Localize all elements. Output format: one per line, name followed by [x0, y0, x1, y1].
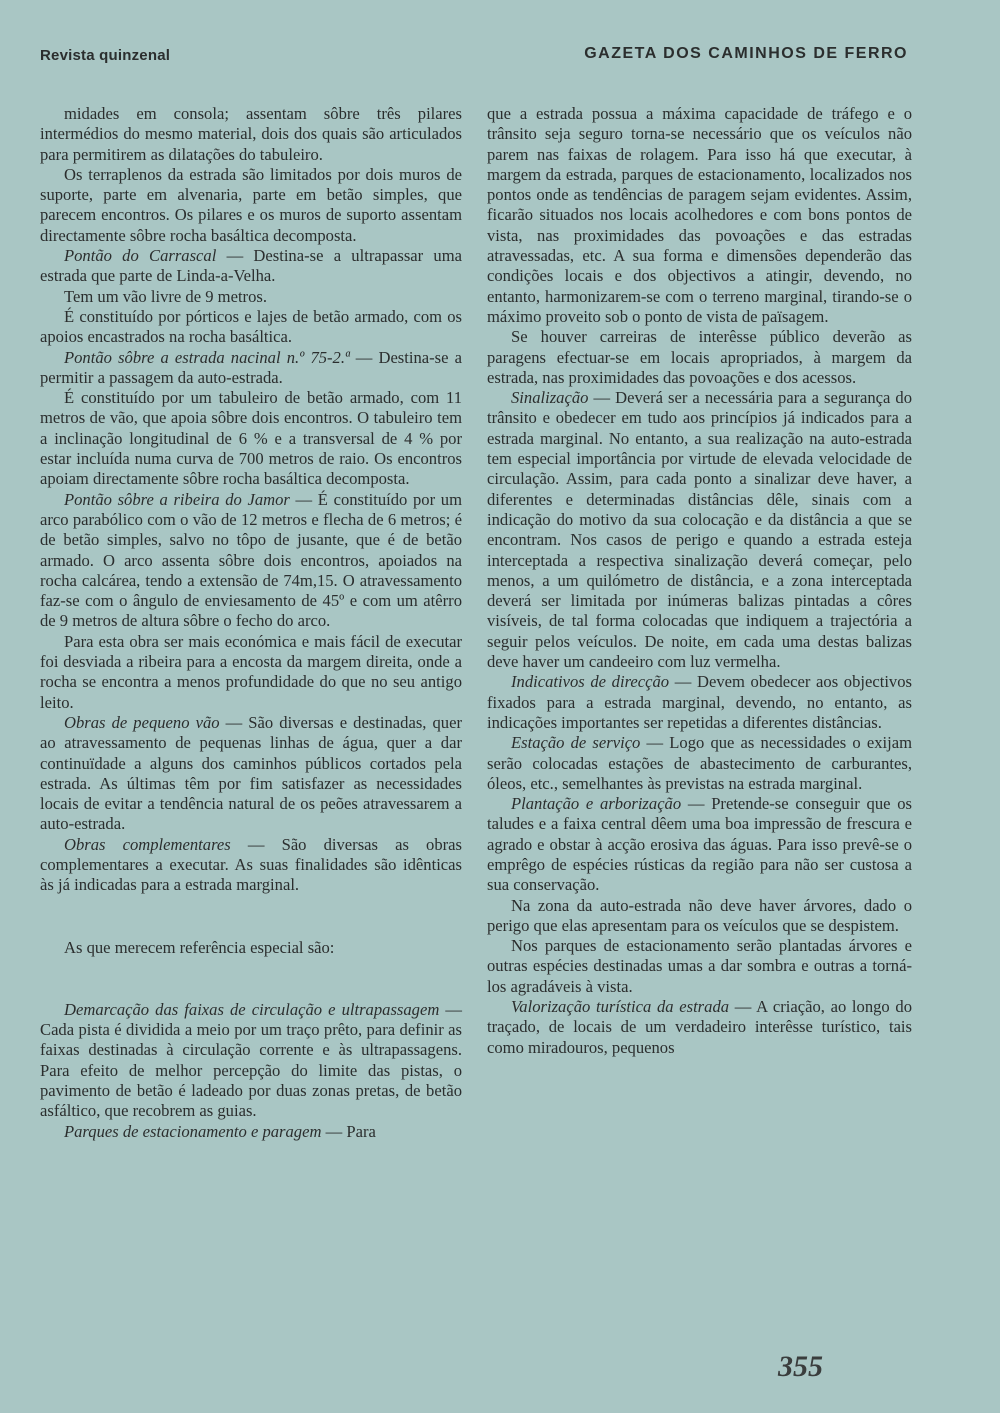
- section-heading: Estação de serviço: [511, 733, 641, 753]
- paragraph-text: — São diversas as obras complementares a executar. As suas finalidades são idênticas às já indicadas para a estrada marginal.: [40, 834, 462, 895]
- paragraph-text: — Destina-se a ultrapassar uma estrada que parte de Linda-a-Velha.: [40, 246, 462, 286]
- paragraph: [487, 936, 912, 997]
- paragraph: [40, 713, 462, 835]
- paragraph-text: Os terraplenos da estrada são limitados por dois muros de suporte, parte em alvenaria, parte em betão simples, que parecem encontros. Os pilares e os muros de suporto assentam directamente sôbre rocha basáltica decomposta.: [40, 164, 462, 245]
- paragraph: [487, 896, 912, 937]
- paragraph: [487, 733, 912, 794]
- paragraph-text: — Pretende-se conseguir que os taludes e a faixa central dêem uma boa impressão de frescura e agrado e obstar à acção erosiva das águas. Para isso prevê-se o emprêgo de espécies rústicas da região para não ser custosa a sua conservação.: [487, 794, 912, 895]
- paragraph-text: — Cada pista é dividida a meio por um traço prêto, para definir as faixas destinadas à circulação corrente e às ultrapassagens. Para efeito de melhor percepção do limite das pistas, o pavimento de betão é ladeado por duas zonas pretas, de betão asfáltico, que recobrem as guias.: [40, 999, 462, 1121]
- section-heading: Valorização turística da estrada: [511, 997, 730, 1017]
- paragraph: [487, 104, 912, 327]
- paragraph: [40, 835, 462, 896]
- section-heading: Pontão sôbre a estrada nacinal n.º 75-2.ª: [64, 347, 350, 367]
- paragraph: [40, 246, 462, 287]
- paragraph-text: — Devem obedecer aos objectivos fixados para a estrada marginal, devendo, no entanto, as indicações importantes ser repetidas a diferentes distâncias.: [487, 672, 912, 732]
- paragraph: [40, 1000, 462, 1122]
- paragraph: [40, 490, 462, 632]
- paragraph-text: É constituído por pórticos e lajes de betão armado, com os apoios encastrados na rocha basáltica.: [40, 306, 462, 347]
- paragraph: [40, 165, 462, 246]
- paragraph: [40, 104, 462, 165]
- paragraph: [40, 1122, 462, 1142]
- paragraph-text: midades em consola; assentam sôbre três pilares intermédios do mesmo material, dois dos quais são articulados para permitirem as dilatações do tabuleiro.: [40, 104, 462, 164]
- section-heading: Obras complementares: [64, 834, 231, 854]
- paragraph: [487, 997, 912, 1058]
- section-heading: Sinalização: [511, 388, 589, 408]
- paragraph: [40, 287, 462, 307]
- paragraph-text: — Logo que as necessidades o exijam serão colocadas estações de abastecimento de carburantes, óleos, etc., semelhantes às previstas na estrada marginal.: [487, 733, 913, 793]
- paragraph-text: — São diversas e destinadas, quer ao atravessamento de pequenas linhas de água, quer a dar continuïdade a alguns dos caminhos públicos cortados pela estrada. As últimas têm por fim satisfazer as necessidades locais de evitar a tendência natural de os peões atravessarem a auto-estrada.: [40, 712, 462, 834]
- paragraph-text: Para esta obra ser mais económica e mais fácil de executar foi desviada a ribeira para a encosta da margem direita, onde a rocha se encontra a menos profundidade do que no seu antigo leito.: [40, 631, 462, 712]
- paragraph-text: — É constituído por um arco parabólico com o vão de 12 metros e flecha de 6 metros; é de betão simples, salvo no tôpo de jusante, que é de betão armado. O arco assenta sôbre dois encontros, apoiados na rocha calcárea, tendo a extensão de 74m,15. O atravessamento faz-se com o ângulo de enviesamento de 45º e com um atêrro de 9 metros de altura sôbre o fecho do arco.: [40, 489, 462, 631]
- section-heading: Demarcação das faixas de circulação e ultrapassagem: [64, 999, 440, 1019]
- journal-subtitle: Revista quinzenal: [40, 47, 171, 64]
- paragraph: [487, 327, 912, 388]
- page-number: 355: [778, 1350, 823, 1383]
- section-heading: Obras de pequeno vão: [64, 712, 220, 732]
- paragraph: [487, 794, 912, 895]
- journal-title: GAZETA DOS CAMINHOS DE FERRO: [584, 45, 908, 62]
- paragraph-text: As que merecem referência especial são:: [64, 937, 335, 957]
- paragraph-text: É constituído por um tabuleiro de betão armado, com 11 metros de vão, que apoia sôbre dois encontros. O tabuleiro tem a inclinação longitudinal de 6 % e a transversal de 4 % por estar incluída numa curva de 700 metros de raio. Os encontros apoiam directamente sôbre rocha basáltica decomposta.: [40, 388, 462, 489]
- paragraph-text: — A criação, ao longo do traçado, de locais de um verdadeiro interêsse turístico, tais como miradouros, pequenos: [487, 997, 913, 1057]
- paragraph-text: Se houver carreiras de interêsse público deverão as paragens efectuar-se em locais apropriados, à margem da estrada, nas proximidades das povoações e dos acessos.: [487, 327, 912, 387]
- section-heading: Parques de estacionamento e paragem: [64, 1121, 322, 1141]
- section-heading: Indicativos de direcção: [511, 672, 670, 692]
- paragraph: [487, 672, 912, 733]
- left-column: [40, 104, 462, 1142]
- paragraph: [40, 632, 462, 713]
- right-column: [487, 104, 912, 1058]
- paragraph: [40, 348, 462, 389]
- paragraph: [40, 307, 462, 348]
- paragraph: [487, 388, 912, 672]
- paragraph: [40, 388, 462, 489]
- paragraph-text: — Destina-se a permitir a passagem da auto-estrada.: [40, 347, 462, 387]
- paragraph-text: — Deverá ser a necessária para a segurança do trânsito e obedecer em tudo aos princípios já indicados para a estrada marginal. No entanto, a sua realização na auto-estrada tem especial importância por virtude de elevada velocidade de circulação. Assim, para cada ponto a sinalizar deve haver, a diferentes e determinadas distâncias dêle, sinais com a indicação do motivo da sua colocação e da distância a que se encontram. Nos casos de perigo e quando a estrada esteja interceptada a respectiva sinalização deverá começar, pelo menos, a um quilómetro de distância, e a zona interceptada deverá ser limitada por inúmeras balizas pintadas a côres visíveis, de tal forma colocadas que indiquem a trajectória a seguir pelos veículos. De noite, em cada uma destas balizas deve haver um candeeiro com luz vermelha.: [487, 388, 912, 672]
- paragraph-text: — Para: [321, 1121, 376, 1141]
- section-heading: Plantação e arborização: [511, 794, 682, 814]
- paragraph-text: que a estrada possua a máxima capacidade de tráfego e o trânsito seja seguro torna-se necessário que os veículos não parem nas faixas de rolagem. Para isso há que executar, à margem da estrada, parques de estacionamento, localizados nos pontos onde as tendências de paragem sejam evidentes. Assim, ficarão situados nos locais acolhedores e com bons pontos de vista, nas proximidades das povoações e das estradas atravessadas, etc. A sua forma e dimensões dependerão das condições locais e dos objectivos a atingir, devendo, no entanto, harmonizarem-se com o terreno marginal, tirando-se o máximo proveito sob o ponto de vista de païsagem.: [487, 104, 912, 326]
- section-heading: Pontão sôbre a ribeira do Jamor: [64, 489, 290, 509]
- paragraph-text: Tem um vão livre de 9 metros.: [64, 286, 267, 306]
- paragraph-text: Nos parques de estacionamento serão plantadas árvores e outras espécies destinadas umas a dar sombra e outras a torná-los agradáveis à vista.: [487, 936, 912, 996]
- section-heading: Pontão do Carrascal: [64, 246, 217, 266]
- paragraph: [40, 938, 462, 958]
- paragraph-text: Na zona da auto-estrada não deve haver árvores, dado o perigo que elas apresentam para os veículos que se despistem.: [487, 895, 912, 935]
